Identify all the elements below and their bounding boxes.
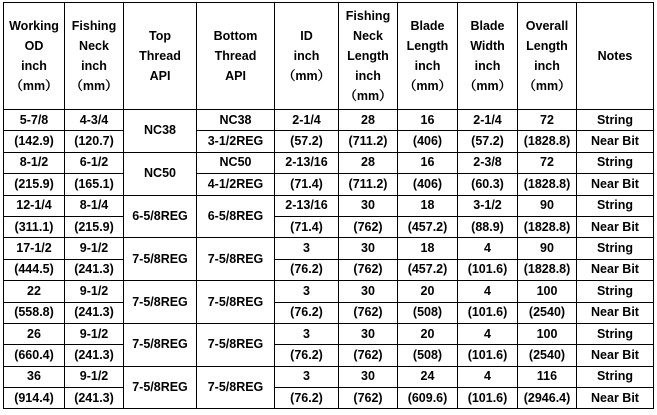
- fishing-neck-mm: (241.3): [65, 388, 124, 409]
- header-line: Blade: [470, 19, 505, 33]
- overall-length-inch: 90: [518, 238, 577, 259]
- table-row: [4, 345, 654, 366]
- id-inch: 2-13/16: [275, 195, 339, 216]
- table-row: [4, 388, 654, 409]
- table-row: [4, 238, 654, 259]
- id-mm: (71.4): [275, 216, 339, 237]
- working-od-inch: 22: [4, 281, 65, 302]
- header-line: Overall: [525, 19, 569, 33]
- bottom-thread: 7-5/8REG: [197, 366, 275, 409]
- top-thread: 6-5/8REG: [124, 195, 197, 238]
- header-line: API: [225, 69, 246, 83]
- table-row: [4, 195, 654, 216]
- blade-length-mm: (457.2): [398, 259, 458, 280]
- header-blade-length: [398, 3, 458, 110]
- fishing-neck-inch: 9-1/2: [65, 323, 124, 344]
- header-line: inch: [534, 59, 560, 73]
- header-blade-width: [458, 3, 518, 110]
- id-inch: 2-1/4: [275, 110, 339, 131]
- fishing-neck-mm: (241.3): [65, 259, 124, 280]
- blade-width-inch: 2-3/8: [458, 152, 518, 173]
- id-mm: (57.2): [275, 131, 339, 152]
- blade-length-mm: (406): [398, 131, 458, 152]
- working-od-inch: 5-7/8: [4, 110, 65, 131]
- header-line: （mm）: [344, 89, 392, 103]
- blade-width-mm: (101.6): [458, 259, 518, 280]
- header-fishing-neck: [65, 3, 124, 110]
- top-thread: 7-5/8REG: [124, 238, 197, 281]
- note-string: String: [577, 152, 654, 173]
- fishing-neck-length-mm: (711.2): [339, 131, 398, 152]
- working-od-inch: 12-1/4: [4, 195, 65, 216]
- header-notes: [577, 3, 654, 110]
- overall-length-inch: 100: [518, 323, 577, 344]
- note-near-bit: Near Bit: [577, 174, 654, 195]
- working-od-mm: (558.8): [4, 302, 65, 323]
- bottom-thread: 7-5/8REG: [197, 323, 275, 366]
- fishing-neck-inch: 9-1/2: [65, 366, 124, 387]
- header-line: Notes: [597, 49, 633, 63]
- blade-width-mm: (60.3): [458, 174, 518, 195]
- note-string: String: [577, 238, 654, 259]
- blade-length-inch: 18: [398, 238, 458, 259]
- table-row: [4, 131, 654, 152]
- header-line: Width: [470, 39, 505, 53]
- blade-width-inch: 4: [458, 323, 518, 344]
- fishing-neck-length-inch: 30: [339, 195, 398, 216]
- top-thread: NC38: [124, 110, 197, 153]
- table-row: [4, 323, 654, 344]
- header-line: Fishing: [71, 19, 117, 33]
- fishing-neck-inch: 6-1/2: [65, 152, 124, 173]
- blade-width-inch: 4: [458, 281, 518, 302]
- fishing-neck-inch: 4-3/4: [65, 110, 124, 131]
- id-mm: (71.4): [275, 174, 339, 195]
- bottom-thread: NC38: [197, 110, 275, 131]
- note-near-bit: Near Bit: [577, 302, 654, 323]
- fishing-neck-length-inch: 28: [339, 110, 398, 131]
- working-od-mm: (444.5): [4, 259, 65, 280]
- blade-width-inch: 4: [458, 238, 518, 259]
- top-thread: 7-5/8REG: [124, 323, 197, 366]
- table-row: [4, 259, 654, 280]
- overall-length-mm: (2540): [518, 302, 577, 323]
- header-row: [4, 3, 654, 110]
- id-mm: (76.2): [275, 388, 339, 409]
- overall-length-mm: (2946.4): [518, 388, 577, 409]
- table-row: [4, 110, 654, 131]
- header-line: Length: [406, 39, 449, 53]
- table-row: [4, 152, 654, 173]
- blade-length-mm: (457.2): [398, 216, 458, 237]
- header-bottom-thread: [197, 3, 275, 110]
- overall-length-mm: (1828.8): [518, 174, 577, 195]
- note-near-bit: Near Bit: [577, 388, 654, 409]
- header-line: （mm）: [282, 69, 331, 83]
- header-line: （mm）: [403, 79, 452, 93]
- id-mm: (76.2): [275, 259, 339, 280]
- fishing-neck-length-inch: 30: [339, 281, 398, 302]
- table-header: [4, 3, 654, 110]
- header-line: Blade: [410, 19, 445, 33]
- blade-width-inch: 4: [458, 366, 518, 387]
- working-od-mm: (660.4): [4, 345, 65, 366]
- fishing-neck-length-inch: 30: [339, 323, 398, 344]
- header-line: inch: [414, 59, 441, 73]
- header-line: （mm）: [523, 79, 571, 93]
- top-thread: 7-5/8REG: [124, 366, 197, 409]
- id-inch: 3: [275, 366, 339, 387]
- bottom-thread-alt: 4-1/2REG: [197, 174, 275, 195]
- header-overall-length: [518, 3, 577, 110]
- working-od-inch: 36: [4, 366, 65, 387]
- note-near-bit: Near Bit: [577, 216, 654, 237]
- fishing-neck-length-inch: 30: [339, 238, 398, 259]
- table-row: [4, 302, 654, 323]
- table-row: [4, 366, 654, 387]
- header-line: Thread: [214, 49, 257, 63]
- note-string: String: [577, 110, 654, 131]
- fishing-neck-length-mm: (762): [339, 216, 398, 237]
- blade-width-inch: 2-1/4: [458, 110, 518, 131]
- fishing-neck-length-inch: 28: [339, 152, 398, 173]
- fishing-neck-inch: 8-1/4: [65, 195, 124, 216]
- bottom-thread: 7-5/8REG: [197, 281, 275, 324]
- blade-length-mm: (508): [398, 345, 458, 366]
- blade-length-inch: 24: [398, 366, 458, 387]
- note-string: String: [577, 195, 654, 216]
- header-line: inch: [293, 49, 320, 63]
- fishing-neck-mm: (215.9): [65, 216, 124, 237]
- header-line: Top: [149, 29, 171, 43]
- fishing-neck-length-mm: (711.2): [339, 174, 398, 195]
- blade-length-inch: 16: [398, 152, 458, 173]
- overall-length-inch: 100: [518, 281, 577, 302]
- header-line: Neck: [353, 29, 383, 43]
- blade-length-inch: 20: [398, 281, 458, 302]
- fishing-neck-length-mm: (762): [339, 302, 398, 323]
- header-line: Length: [526, 39, 568, 53]
- working-od-inch: 17-1/2: [4, 238, 65, 259]
- header-line: inch: [474, 59, 501, 73]
- fishing-neck-length-mm: (762): [339, 388, 398, 409]
- header-top-thread: [124, 3, 197, 110]
- overall-length-inch: 90: [518, 195, 577, 216]
- fishing-neck-mm: (241.3): [65, 302, 124, 323]
- table-row: [4, 174, 654, 195]
- fishing-neck-length-mm: (762): [339, 259, 398, 280]
- overall-length-mm: (2540): [518, 345, 577, 366]
- top-thread: 7-5/8REG: [124, 281, 197, 324]
- working-od-mm: (311.1): [4, 216, 65, 237]
- note-near-bit: Near Bit: [577, 345, 654, 366]
- id-inch: 3: [275, 323, 339, 344]
- bottom-thread: NC50: [197, 152, 275, 173]
- working-od-inch: 26: [4, 323, 65, 344]
- blade-width-mm: (88.9): [458, 216, 518, 237]
- note-string: String: [577, 323, 654, 344]
- overall-length-inch: 72: [518, 152, 577, 173]
- blade-length-inch: 16: [398, 110, 458, 131]
- header-line: Bottom: [213, 29, 258, 43]
- header-line: Length: [347, 49, 389, 63]
- fishing-neck-inch: 9-1/2: [65, 238, 124, 259]
- blade-width-mm: (101.6): [458, 302, 518, 323]
- fishing-neck-length-inch: 30: [339, 366, 398, 387]
- fishing-neck-mm: (165.1): [65, 174, 124, 195]
- overall-length-inch: 72: [518, 110, 577, 131]
- overall-length-mm: (1828.8): [518, 131, 577, 152]
- note-string: String: [577, 281, 654, 302]
- header-working-od: [4, 3, 65, 110]
- overall-length-inch: 116: [518, 366, 577, 387]
- blade-width-mm: (101.6): [458, 345, 518, 366]
- blade-width-mm: (101.6): [458, 388, 518, 409]
- header-line: OD: [24, 39, 44, 53]
- bottom-thread: 6-5/8REG: [197, 195, 275, 238]
- id-mm: (76.2): [275, 302, 339, 323]
- overall-length-mm: (1828.8): [518, 216, 577, 237]
- blade-length-inch: 20: [398, 323, 458, 344]
- overall-length-mm: (1828.8): [518, 259, 577, 280]
- header-line: inch: [355, 69, 381, 83]
- header-line: Neck: [79, 39, 109, 53]
- table-row: [4, 216, 654, 237]
- header-line: API: [149, 69, 171, 83]
- header-line: Thread: [139, 49, 181, 63]
- header-line: inch: [21, 59, 47, 73]
- id-mm: (76.2): [275, 345, 339, 366]
- note-string: String: [577, 366, 654, 387]
- header-line: （mm）: [10, 79, 58, 93]
- id-inch: 2-13/16: [275, 152, 339, 173]
- header-line: inch: [81, 59, 107, 73]
- header-line: Working: [9, 19, 59, 33]
- table-body: [4, 110, 654, 409]
- fishing-neck-mm: (241.3): [65, 345, 124, 366]
- id-inch: 3: [275, 238, 339, 259]
- header-fishing-neck-length: [339, 3, 398, 110]
- header-line: Fishing: [345, 9, 391, 23]
- top-thread: NC50: [124, 152, 197, 195]
- bottom-thread: 7-5/8REG: [197, 238, 275, 281]
- table-row: [4, 281, 654, 302]
- working-od-mm: (142.9): [4, 131, 65, 152]
- blade-length-mm: (406): [398, 174, 458, 195]
- working-od-mm: (914.4): [4, 388, 65, 409]
- blade-width-mm: (57.2): [458, 131, 518, 152]
- blade-length-inch: 18: [398, 195, 458, 216]
- stabilizer-spec-table: [3, 2, 654, 409]
- header-line: （mm）: [463, 79, 512, 93]
- note-near-bit: Near Bit: [577, 131, 654, 152]
- fishing-neck-inch: 9-1/2: [65, 281, 124, 302]
- header-line: ID: [300, 29, 313, 43]
- id-inch: 3: [275, 281, 339, 302]
- working-od-mm: (215.9): [4, 174, 65, 195]
- header-id: [275, 3, 339, 110]
- header-line: （mm）: [70, 79, 118, 93]
- blade-length-mm: (508): [398, 302, 458, 323]
- blade-length-mm: (609.6): [398, 388, 458, 409]
- working-od-inch: 8-1/2: [4, 152, 65, 173]
- note-near-bit: Near Bit: [577, 259, 654, 280]
- bottom-thread-alt: 3-1/2REG: [197, 131, 275, 152]
- blade-width-inch: 3-1/2: [458, 195, 518, 216]
- fishing-neck-mm: (120.7): [65, 131, 124, 152]
- fishing-neck-length-mm: (762): [339, 345, 398, 366]
